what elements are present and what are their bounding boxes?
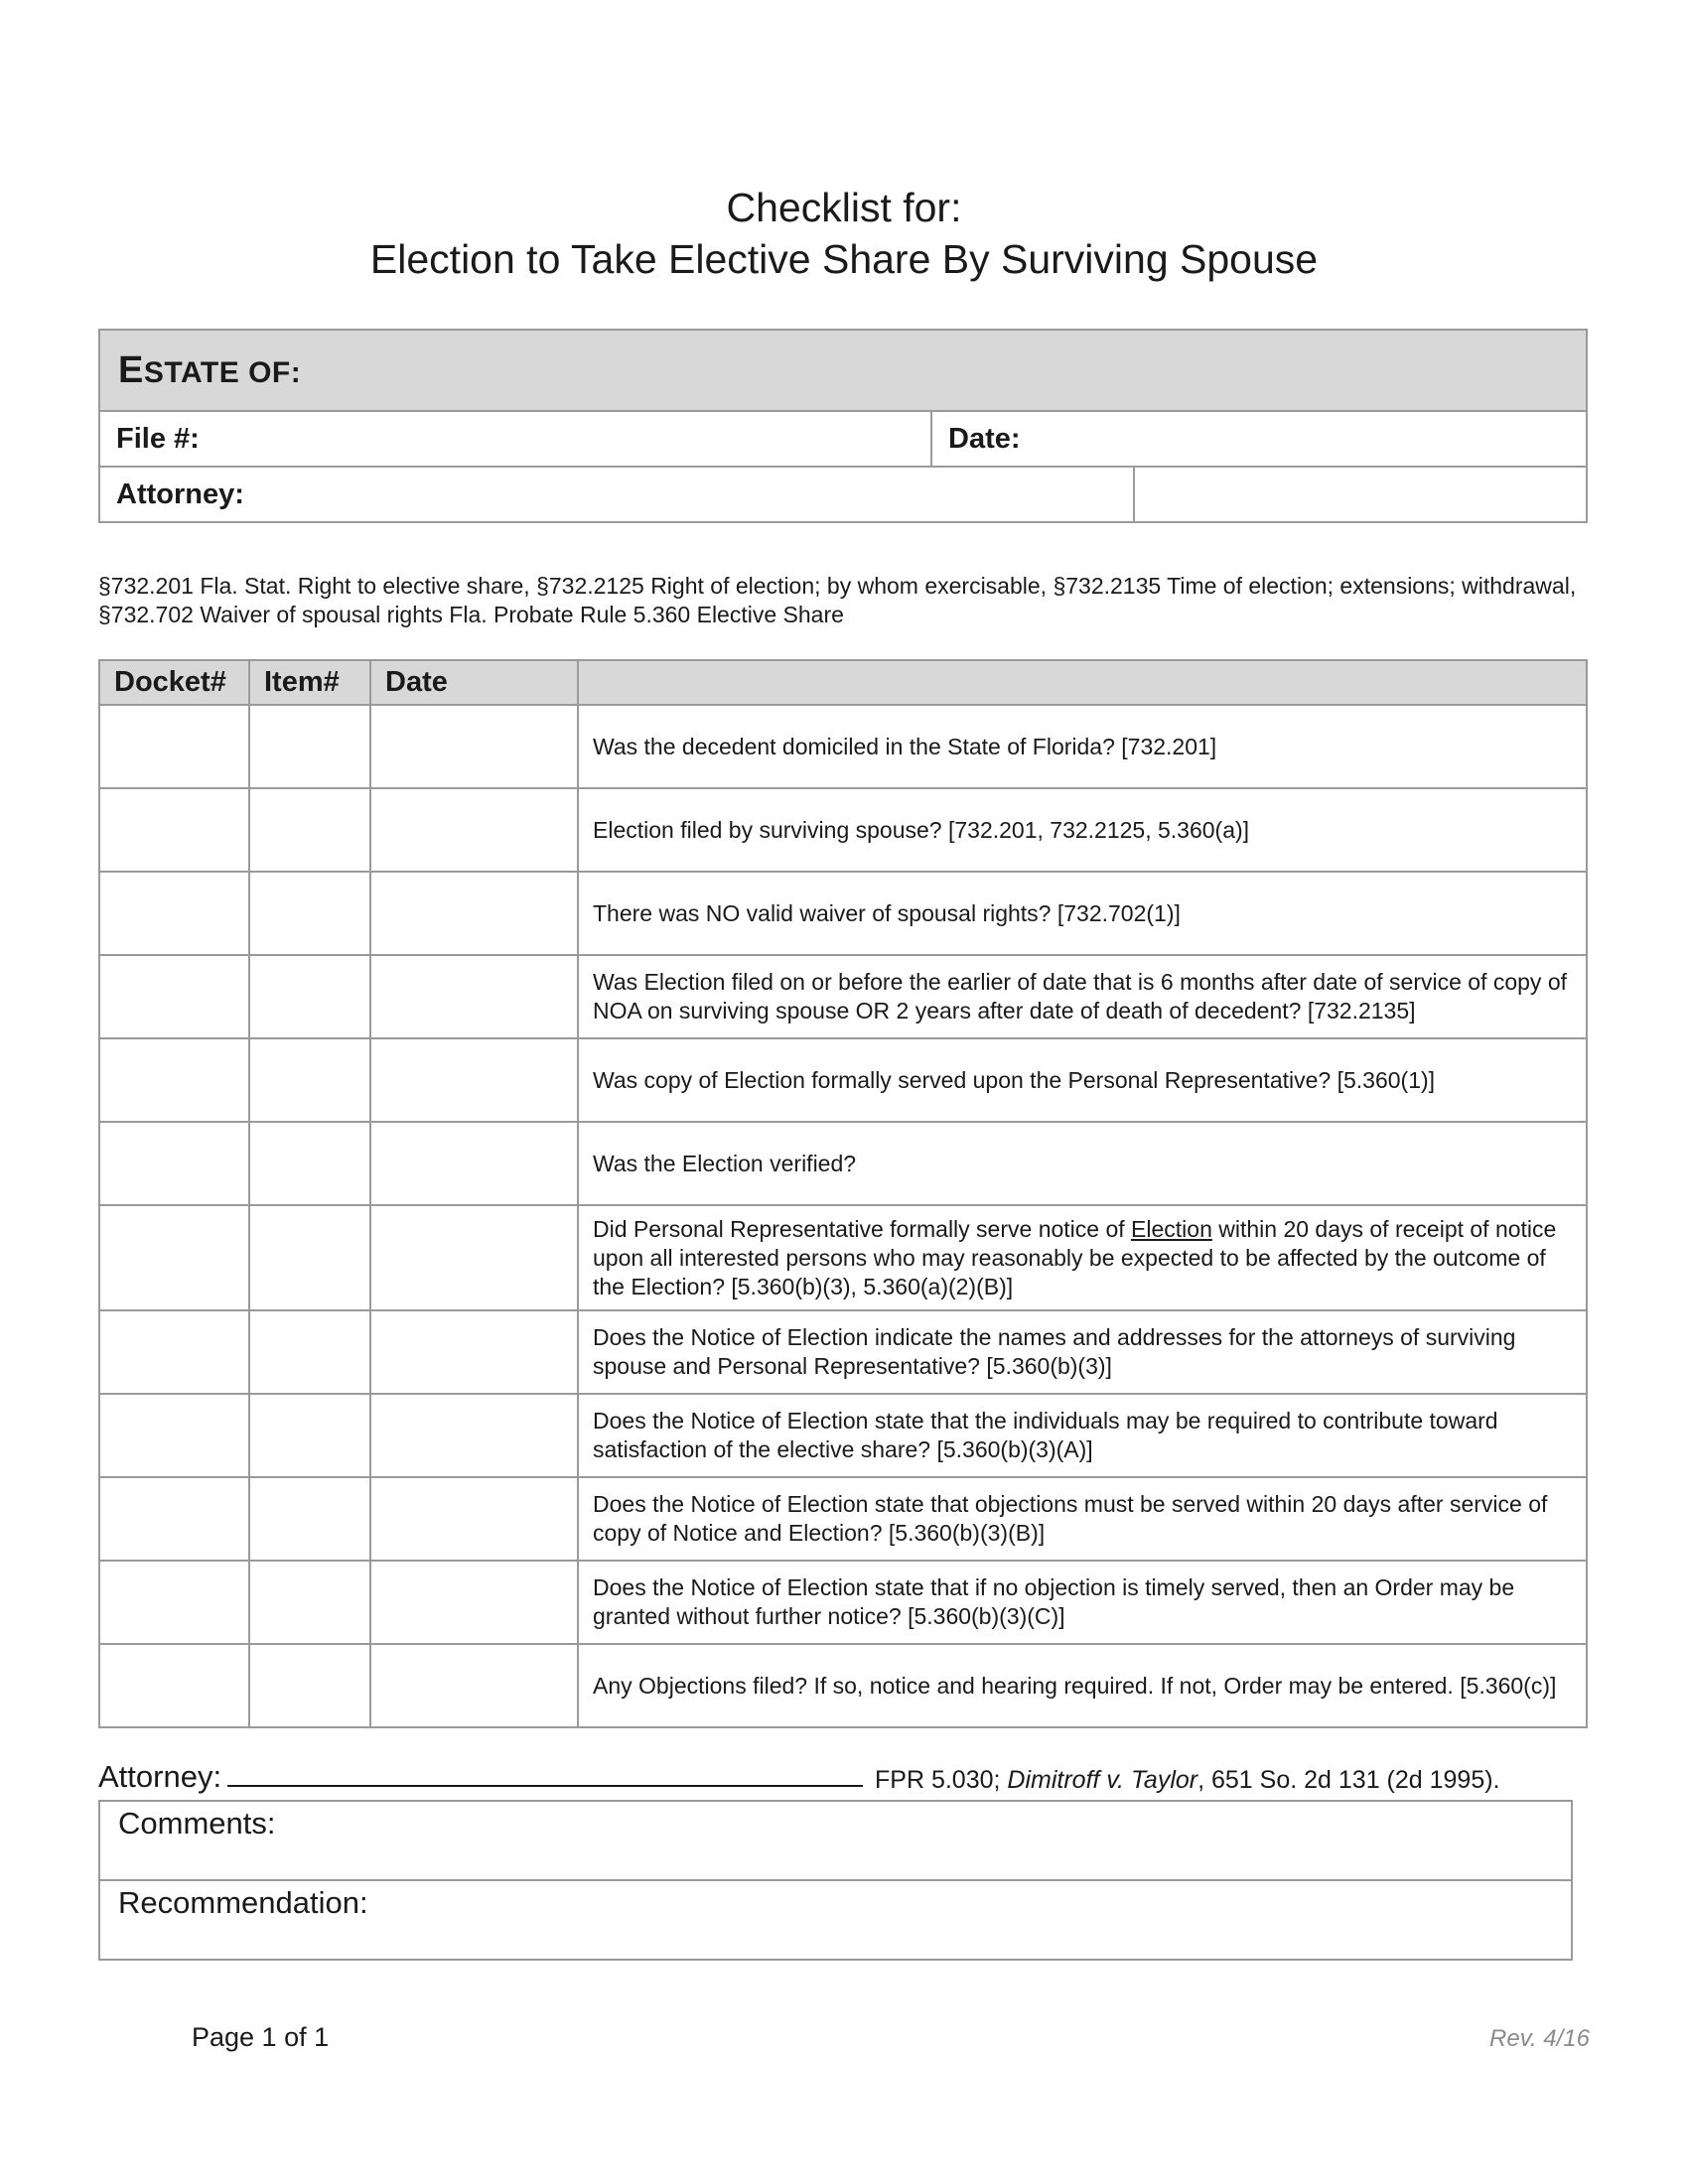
attorney-row — [100, 468, 1586, 521]
docket-cell[interactable] — [99, 705, 249, 788]
question-cell: Election filed by surviving spouse? [732.201, 732.2125, 5.360(a)] — [578, 788, 1587, 872]
date-cell[interactable] — [370, 1644, 578, 1727]
item-cell[interactable] — [249, 1394, 370, 1477]
docket-cell[interactable] — [99, 955, 249, 1038]
attorney-signature-field[interactable] — [227, 1759, 863, 1787]
checklist-row — [99, 1205, 1587, 1310]
item-cell[interactable] — [249, 1561, 370, 1644]
checklist-row — [99, 1561, 1587, 1644]
question-cell: Did Personal Representative formally serve notice of Election within 20 days of receipt of notice upon all interested persons who may reasonably be expected to be affected by the outcome of the Election? [5.360(b)(3), 5.360(a)(2)(B)] — [578, 1205, 1587, 1310]
item-cell[interactable] — [249, 1038, 370, 1122]
question-cell: Does the Notice of Election state that the individuals may be required to contribute toward satisfaction of the elective share? [5.360(b)(3)(A)] — [578, 1394, 1587, 1477]
item-cell[interactable] — [249, 872, 370, 955]
question-cell: There was NO valid waiver of spousal rights? [732.702(1)] — [578, 872, 1587, 955]
question-cell: Was Election filed on or before the earlier of date that is 6 months after date of service of copy of NOA on surviving spouse OR 2 years after date of death of decedent? [732.2135] — [578, 955, 1587, 1038]
docket-cell[interactable] — [99, 1394, 249, 1477]
checklist-row — [99, 1310, 1587, 1394]
item-header: Item# — [249, 660, 370, 705]
recommendation-label: Recommendation: — [118, 1885, 368, 1920]
attorney-label: Attorney: — [116, 478, 244, 510]
item-cell[interactable] — [249, 1310, 370, 1394]
date-cell[interactable] — [370, 1561, 578, 1644]
checklist-header-row — [99, 660, 1587, 705]
file-date-row — [100, 412, 1586, 468]
comments-field[interactable] — [100, 1802, 1571, 1879]
docket-cell[interactable] — [99, 1561, 249, 1644]
estate-of-label: ESTATE OF: — [118, 348, 302, 391]
checklist-row — [99, 788, 1587, 872]
docket-header: Docket# — [99, 660, 249, 705]
comments-box — [98, 1800, 1573, 1961]
checklist-row — [99, 1394, 1587, 1477]
question-cell: Was the Election verified? — [578, 1122, 1587, 1205]
estate-row — [100, 331, 1586, 412]
date-cell[interactable] — [370, 788, 578, 872]
date-cell[interactable] — [370, 1477, 578, 1561]
date-cell[interactable] — [370, 1122, 578, 1205]
item-cell[interactable] — [249, 1205, 370, 1310]
date-label: Date: — [948, 423, 1021, 455]
revision-label: Rev. 4/16 — [1489, 2025, 1590, 2052]
item-cell[interactable] — [249, 955, 370, 1038]
date-header: Date — [370, 660, 578, 705]
statute-references: §732.201 Fla. Stat. Right to elective share, §732.2125 Right of election; by whom exercisable, §732.2135 Time of election; extensions; withdrawal, §732.702 Waiver of spousal rights Fla. Probate Rule 5.360 Elective Share — [98, 573, 1577, 627]
docket-cell[interactable] — [99, 1477, 249, 1561]
checklist-row — [99, 1644, 1587, 1727]
docket-cell[interactable] — [99, 1310, 249, 1394]
title-line-1: Checklist for: — [726, 185, 962, 230]
attorney-signature-label: Attorney: — [98, 1759, 222, 1794]
checklist-row — [99, 1477, 1587, 1561]
docket-cell[interactable] — [99, 1205, 249, 1310]
question-cell: Was copy of Election formally served upon the Personal Representative? [5.360(1)] — [578, 1038, 1587, 1122]
date-cell[interactable] — [370, 1310, 578, 1394]
item-cell[interactable] — [249, 1122, 370, 1205]
question-cell: Was the decedent domiciled in the State of Florida? [732.201] — [578, 705, 1587, 788]
question-cell: Does the Notice of Election state that objections must be served within 20 days after service of copy of Notice and Election? [5.360(b)(3)(B)] — [578, 1477, 1587, 1561]
docket-cell[interactable] — [99, 872, 249, 955]
attorney-signature-line — [98, 1759, 863, 1795]
question-cell: Any Objections filed? If so, notice and hearing required. If not, Order may be entered. [5.360(c)] — [578, 1644, 1587, 1727]
item-cell[interactable] — [249, 705, 370, 788]
checklist-row — [99, 1122, 1587, 1205]
item-cell[interactable] — [249, 1644, 370, 1727]
docket-cell[interactable] — [99, 788, 249, 872]
question-cell: Does the Notice of Election indicate the names and addresses for the attorneys of surviving spouse and Personal Representative? [5.360(b)(3)] — [578, 1310, 1587, 1394]
item-cell[interactable] — [249, 788, 370, 872]
checklist-table — [98, 659, 1588, 1728]
checklist-row — [99, 705, 1587, 788]
date-cell[interactable] — [370, 705, 578, 788]
question-header — [578, 660, 1587, 705]
page-number: Page 1 of 1 — [192, 2022, 330, 2052]
question-cell: Does the Notice of Election state that if no objection is timely served, then an Order may be granted without further notice? [5.360(b)(3)(C)] — [578, 1561, 1587, 1644]
docket-cell[interactable] — [99, 1038, 249, 1122]
date-cell[interactable] — [370, 872, 578, 955]
docket-cell[interactable] — [99, 1644, 249, 1727]
checklist-row — [99, 955, 1587, 1038]
case-header-box — [98, 329, 1588, 523]
date-cell[interactable] — [370, 1394, 578, 1477]
file-number-label: File #: — [116, 423, 200, 455]
title-line-2: Election to Take Elective Share By Surviving Spouse — [369, 236, 1319, 282]
item-cell[interactable] — [249, 1477, 370, 1561]
date-cell[interactable] — [370, 1038, 578, 1122]
date-cell[interactable] — [370, 955, 578, 1038]
recommendation-field[interactable] — [100, 1879, 1571, 1959]
checklist-row — [99, 872, 1587, 955]
comments-label: Comments: — [118, 1806, 276, 1841]
date-cell[interactable] — [370, 1205, 578, 1310]
docket-cell[interactable] — [99, 1122, 249, 1205]
case-citation: FPR 5.030; Dimitroff v. Taylor, 651 So. 2d 131 (2d 1995). — [875, 1766, 1500, 1794]
checklist-row — [99, 1038, 1587, 1122]
